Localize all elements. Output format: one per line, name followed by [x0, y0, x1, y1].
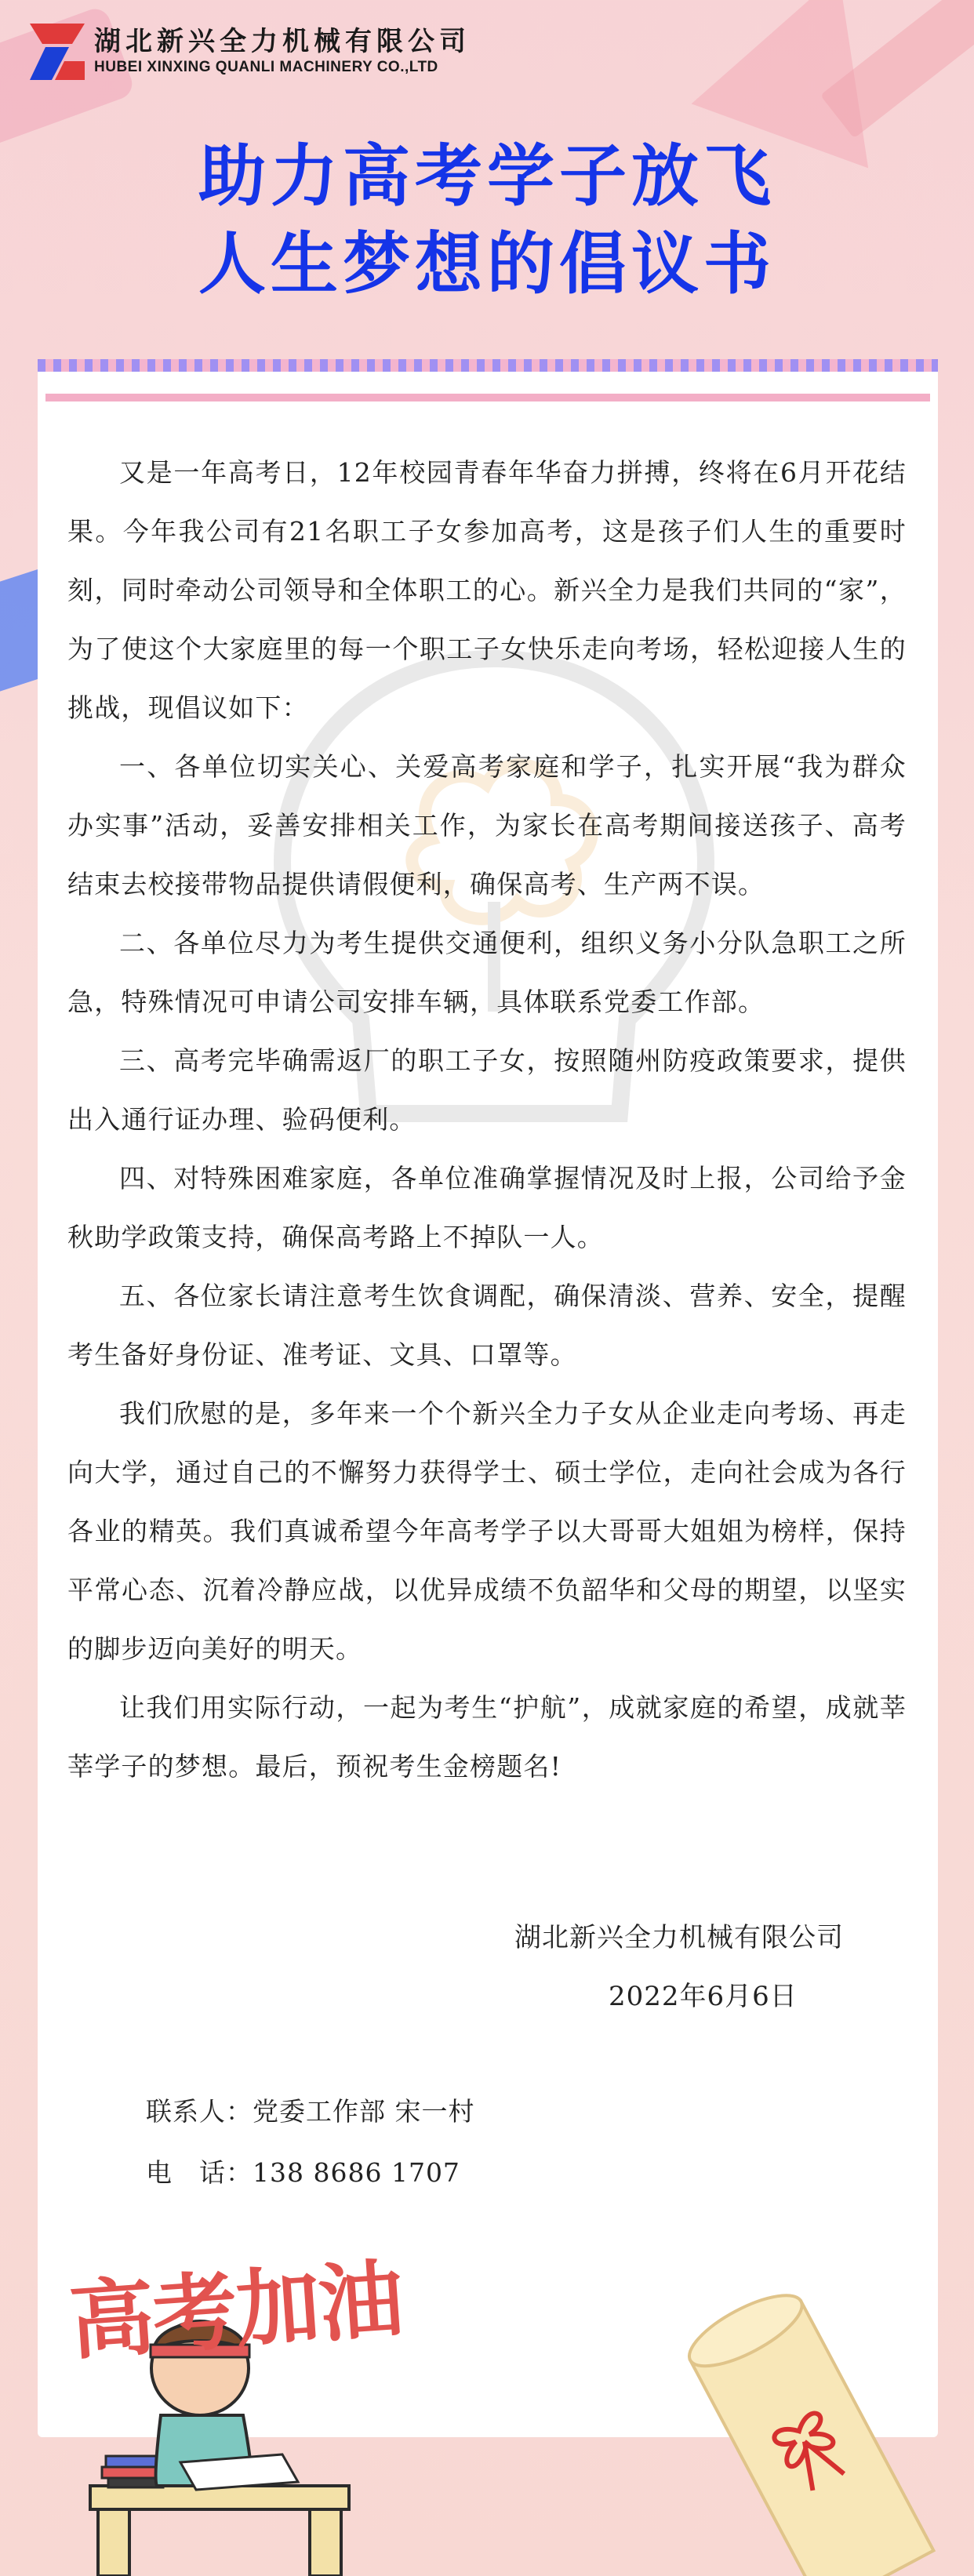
contact-phone: 电 话：138 8686 1707	[146, 2157, 460, 2188]
paragraph: 三、高考完毕确需返厂的职工子女，按照随州防疫政策要求，提供出入通行证办理、验码便利。	[67, 1045, 907, 1135]
company-logo	[30, 24, 471, 80]
paragraph: 我们欣慰的是，多年来一个个新兴全力子女从企业走向考场、再走向大学，通过自己的不懈努力获得学士、硕士学位，走向社会成为各行各业的精英。我们真诚希望今年高考学子以大哥哥大姐姐为榜样，保持平常心态、沉着冷静应战，以优异成绩不负韶华和父母的期望，以坚实的脚步迈向美好的明天。	[67, 1398, 907, 1664]
signature-org: 湖北新兴全力机械有限公司	[514, 1922, 844, 1953]
company-name-cn: 湖北新兴全力机械有限公司	[94, 27, 471, 56]
cheer-slogan: 高考加油	[66, 2251, 405, 2372]
page-title-line1: 助力高考学子放飞	[198, 137, 776, 216]
signature-date: 2022年6月6日	[609, 1981, 798, 2012]
contact-person: 联系人：党委工作部 宋一村	[146, 2096, 475, 2127]
decorative-divider	[45, 394, 930, 401]
paragraph: 让我们用实际行动，一起为考生“护航”，成就家庭的希望，成就莘莘学子的梦想。最后，预祝考生金榜题名!	[67, 1692, 907, 1782]
paragraph: 又是一年高考日，12年校园青春年华奋力拼搏，终将在6月开花结果。今年我公司有21名职工子女参加高考，这是孩子们人生的重要时刻，同时牵动公司领导和全体职工的心。新兴全力是我们共同的“家”，为了使这个大家庭里的每一个职工子女快乐走向考场，轻松迎接人生的挑战，现倡议如下：	[67, 457, 907, 723]
decorative-block	[0, 569, 39, 701]
paragraph: 五、各位家长请注意考生饮食调配，确保清淡、营养、安全，提醒考生备好身份证、准考证、文具、口罩等。	[67, 1281, 907, 1370]
letter-body	[67, 443, 907, 1796]
page-title-line2: 人生梦想的倡议书	[198, 225, 776, 303]
paragraph: 一、各单位切实关心、关爱高考家庭和学子，扎实开展“我为群众办实事”活动，妥善安排相关工作，为家长在高考期间接送孩子、高考结束去校接带物品提供请假便利，确保高考、生产两不误。	[67, 751, 907, 899]
paragraph: 二、各单位尽力为考生提供交通便利，组织义务小分队急职工之所急，特殊情况可申请公司安排车辆，具体联系党委工作部。	[67, 928, 907, 1017]
company-name-en: HUBEI XINXING QUANLI MACHINERY CO.,LTD	[94, 59, 438, 75]
decorative-stripe	[38, 359, 938, 372]
logo-mark-icon	[30, 24, 85, 80]
paragraph: 四、对特殊困难家庭，各单位准确掌握情况及时上报，公司给予金秋助学政策支持，确保高考路上不掉队一人。	[67, 1163, 907, 1252]
